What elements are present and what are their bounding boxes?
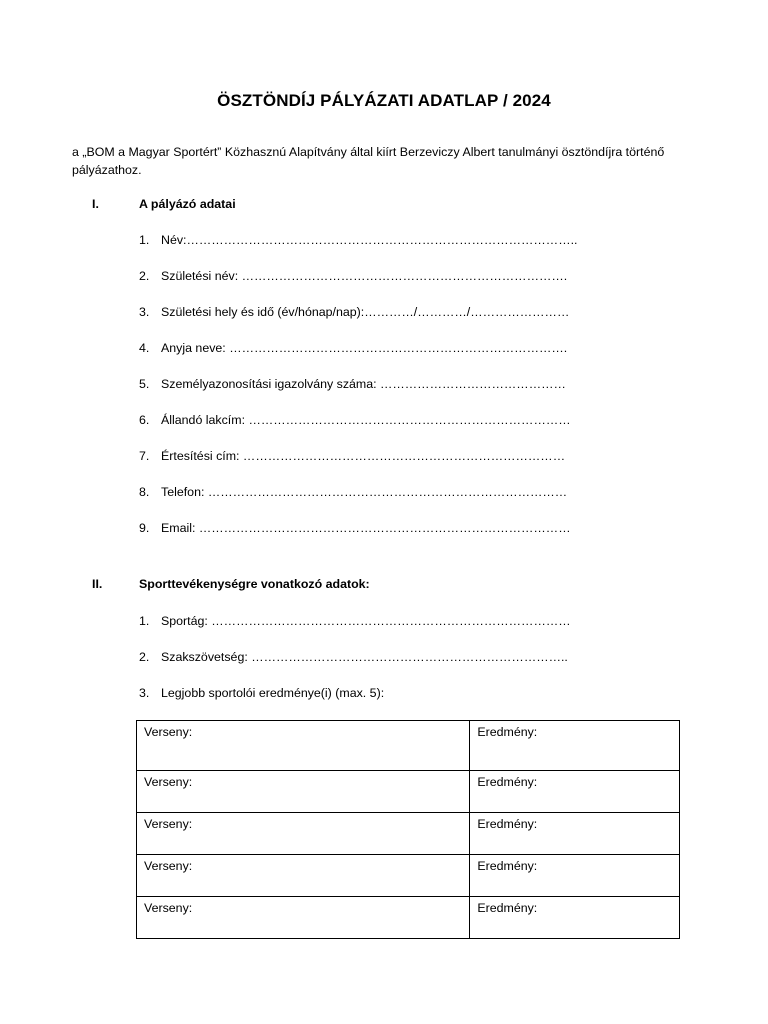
item-label: Anyja neve: ………………………………………………………………………. <box>161 341 568 355</box>
item-label: Születési név: ……………………………………………………………………. <box>161 269 568 283</box>
result-cell: Eredmény: <box>470 855 680 897</box>
field-federation <box>0 650 768 668</box>
competition-cell: Verseny: <box>137 855 470 897</box>
section-title: A pályázó adatai <box>139 197 236 211</box>
item-number: 5. <box>139 377 150 391</box>
competition-cell: Verseny: <box>137 771 470 813</box>
table-row <box>137 897 680 939</box>
field-sport <box>0 614 768 632</box>
item-number: 3. <box>139 686 150 700</box>
field-birth-place-date <box>0 305 768 323</box>
item-label: Értesítési cím: …………………………………………………………………… <box>161 449 566 463</box>
field-email <box>0 521 768 539</box>
section-number: II. <box>92 577 103 591</box>
section-heading-sport <box>0 577 768 595</box>
section-title: Sporttevékenységre vonatkozó adatok: <box>139 577 370 591</box>
table-row <box>137 771 680 813</box>
table-row <box>137 813 680 855</box>
section-heading-applicant <box>0 197 768 215</box>
item-label: Születési hely és idő (év/hónap/nap):…………/…………/…………………… <box>161 305 570 319</box>
item-label: Legjobb sportolói eredménye(i) (max. 5): <box>161 686 385 700</box>
item-number: 7. <box>139 449 150 463</box>
competition-cell: Verseny: <box>137 721 470 771</box>
item-number: 1. <box>139 233 150 247</box>
field-id-number <box>0 377 768 395</box>
item-label: Email: ……………………………………………………………………………… <box>161 521 571 535</box>
field-notification-address <box>0 449 768 467</box>
item-label: Név:………………………………………………………………………………….. <box>161 233 578 247</box>
field-phone <box>0 485 768 503</box>
results-table <box>136 720 680 939</box>
item-label: Személyazonosítási igazolvány száma: ……………………………………… <box>161 377 566 391</box>
section-number: I. <box>92 197 99 211</box>
item-label: Sportág: …………………………………………………………………………… <box>161 614 571 628</box>
field-permanent-address <box>0 413 768 431</box>
item-label: Szakszövetség: ………………………………………………………………….. <box>161 650 568 664</box>
competition-cell: Verseny: <box>137 897 470 939</box>
field-best-results <box>0 686 768 704</box>
result-cell: Eredmény: <box>470 897 680 939</box>
result-cell: Eredmény: <box>470 771 680 813</box>
item-number: 2. <box>139 269 150 283</box>
item-number: 4. <box>139 341 150 355</box>
field-birth-name <box>0 269 768 287</box>
table-row <box>137 855 680 897</box>
intro-paragraph: a „BOM a Magyar Sportért” Közhasznú Alapítvány által kiírt Berzeviczy Albert tanulmányi ösztöndíjra történő pályázathoz. <box>72 145 665 177</box>
table-row <box>137 721 680 771</box>
item-number: 6. <box>139 413 150 427</box>
item-number: 9. <box>139 521 150 535</box>
item-number: 1. <box>139 614 150 628</box>
item-number: 3. <box>139 305 150 319</box>
item-label: Állandó lakcím: …………………………………………………………………… <box>161 413 571 427</box>
item-label: Telefon: …………………………………………………………………………… <box>161 485 568 499</box>
page-title: ÖSZTÖNDÍJ PÁLYÁZATI ADATLAP / 2024 <box>217 91 551 110</box>
result-cell: Eredmény: <box>470 721 680 771</box>
field-mother-name <box>0 341 768 359</box>
item-number: 8. <box>139 485 150 499</box>
competition-cell: Verseny: <box>137 813 470 855</box>
item-number: 2. <box>139 650 150 664</box>
result-cell: Eredmény: <box>470 813 680 855</box>
field-name <box>0 233 768 251</box>
